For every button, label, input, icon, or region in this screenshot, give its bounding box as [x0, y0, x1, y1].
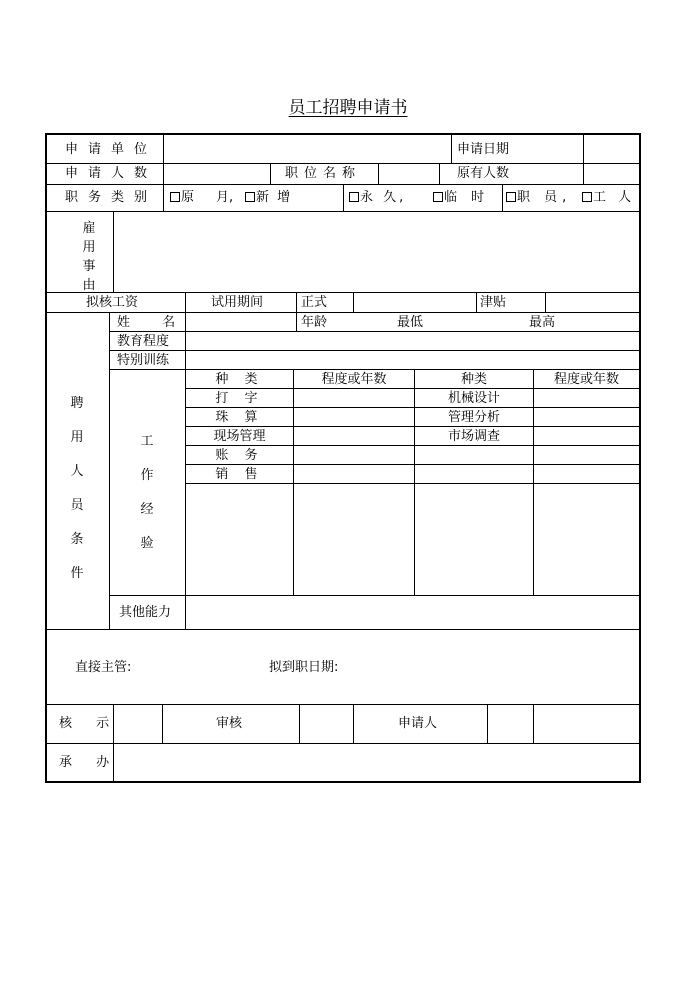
- checkbox-permanent[interactable]: [349, 192, 359, 202]
- skill-left-5: 销 售: [215, 467, 264, 482]
- other-ability-label: 其他能力: [119, 605, 172, 620]
- proposed-salary-label: 拟核工资: [86, 295, 139, 310]
- checkbox-temporary[interactable]: [433, 192, 443, 202]
- training-label: 特别训练: [117, 353, 170, 368]
- checkbox-new[interactable]: [245, 192, 255, 202]
- skill-right-2: 管理分析: [447, 410, 500, 425]
- skill-left-2: 珠 算: [215, 410, 264, 425]
- probation-label: 试用期间: [211, 295, 264, 310]
- position-name-label: 职位名称: [285, 166, 362, 181]
- col-level-header: 程度或年数: [321, 372, 387, 387]
- apply-date-label: 申请日期: [457, 142, 510, 157]
- education-label: 教育程度: [117, 334, 170, 349]
- col-level2-header: 程度或年数: [553, 372, 619, 387]
- option-staff[interactable]: 职 员,: [506, 191, 571, 204]
- checkbox-staff[interactable]: [506, 192, 516, 202]
- option-temporary[interactable]: 临 时: [433, 191, 489, 204]
- option-worker[interactable]: 工 人: [582, 191, 635, 204]
- option-original[interactable]: 原 月,: [170, 191, 233, 204]
- existing-count-label: 原有人数: [457, 166, 510, 181]
- start-date-label: 拟到职日期:: [269, 660, 339, 675]
- checkbox-original[interactable]: [170, 192, 180, 202]
- skill-left-3: 现场管理: [213, 429, 266, 444]
- skill-right-1: 机械设计: [447, 391, 500, 406]
- allowance-label: 津贴: [480, 295, 507, 310]
- col-type2-header: 种类: [460, 372, 487, 387]
- col-type-header: 种 类: [215, 372, 264, 387]
- name-label: 姓 名: [117, 315, 190, 330]
- age-label: 年龄: [301, 315, 328, 330]
- approval-label: 核 示: [59, 716, 120, 731]
- skill-right-3: 市场调查: [447, 429, 500, 444]
- skill-left-4: 账 务: [215, 448, 264, 463]
- supervisor-label: 直接主管:: [75, 660, 132, 675]
- option-new[interactable]: 新 增: [245, 191, 292, 204]
- application-form: [45, 133, 641, 783]
- apply-count-label: 申请人数: [65, 166, 158, 181]
- age-min-label: 最低: [397, 315, 424, 330]
- applicant-label: 申请人: [398, 716, 438, 731]
- checkbox-worker[interactable]: [582, 192, 592, 202]
- formal-label: 正式: [301, 295, 328, 310]
- age-max-label: 最高: [529, 315, 556, 330]
- apply-unit-label: 申请单位: [65, 142, 158, 157]
- conditions-label: 聘 用 人 员 条 件: [70, 396, 84, 581]
- review-label: 审核: [216, 716, 243, 731]
- page-title: 员工招聘申请书: [288, 98, 408, 118]
- skill-left-1: 打 字: [215, 391, 264, 406]
- handler-label: 承 办: [59, 755, 120, 770]
- reason-label: 雇 用 事 由: [82, 221, 96, 293]
- work-exp-label: 工 作 经 验: [140, 434, 154, 551]
- option-permanent[interactable]: 永 久,: [349, 191, 406, 204]
- job-type-label: 职务类别: [65, 190, 158, 205]
